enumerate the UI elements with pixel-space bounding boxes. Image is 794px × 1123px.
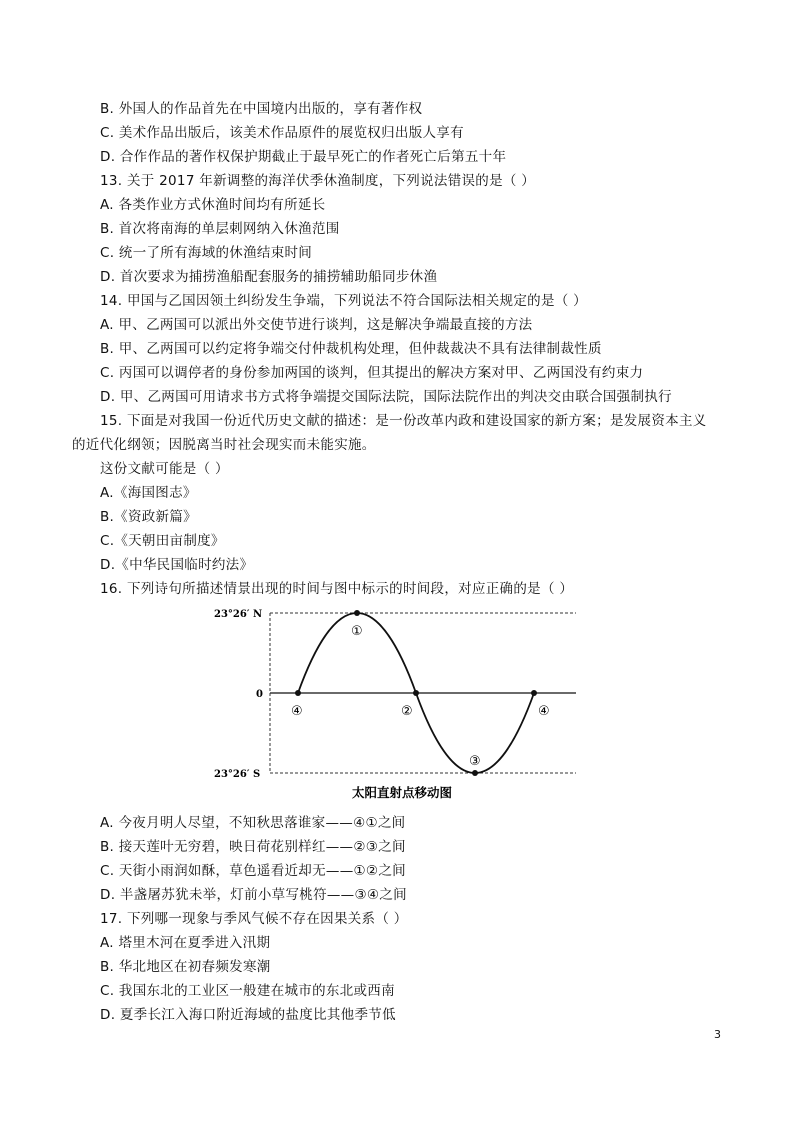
option-15b: B.《资政新篇》 (100, 509, 197, 525)
option-15d: D.《中华民国临时约法》 (100, 557, 254, 573)
option-17a: A. 塔里木河在夏季进入汛期 (100, 935, 271, 951)
sun-direct-point-diagram (212, 603, 582, 803)
question-17: 17. 下列哪一现象与季风气候不存在因果关系（ ） (100, 911, 408, 927)
question-13: 13. 关于 2017 年新调整的海洋伏季休渔制度，下列说法错误的是（ ） (100, 173, 536, 189)
question-15-prompt: 这份文献可能是（ ） (100, 461, 229, 477)
label-zero: 0 (256, 689, 263, 700)
option-17b: B. 华北地区在初春频发寒潮 (100, 959, 271, 975)
option-12c: C. 美术作品出版后，该美术作品原件的展览权归出版人享有 (100, 125, 464, 141)
marker-2: ② (401, 704, 413, 719)
option-13c: C. 统一了所有海域的休渔结束时间 (100, 245, 313, 261)
option-17d: D. 夏季长江入海口附近海域的盐度比其他季节低 (100, 1007, 396, 1023)
option-17c: C. 我国东北的工业区一般建在城市的东北或西南 (100, 983, 395, 999)
option-15a: A.《海国图志》 (100, 485, 197, 501)
option-13a: A. 各类作业方式休渔时间均有所延长 (100, 197, 326, 213)
option-13b: B. 首次将南海的单层刺网纳入休渔范围 (100, 221, 340, 237)
figure-title: 太阳直射点移动图 (352, 785, 453, 800)
option-16a: A. 今夜月明人尽望，不知秋思落谁家——④①之间 (100, 815, 406, 831)
marker-4-right: ④ (538, 704, 550, 719)
option-16b: B. 接天莲叶无穷碧，映日荷花别样红——②③之间 (100, 839, 406, 855)
option-13d: D. 首次要求为捕捞渔船配套服务的捕捞辅助船同步休渔 (100, 269, 438, 285)
question-15-cont: 的近代化纲领；因脱离当时社会现实而未能实施。 (72, 437, 376, 453)
marker-1: ① (351, 624, 363, 639)
page-number: 3 (714, 1028, 721, 1041)
label-north: 23°26′ N (214, 609, 263, 620)
marker-3: ③ (469, 754, 481, 769)
option-15c: C.《天朝田亩制度》 (100, 533, 225, 549)
point-3 (472, 770, 478, 776)
point-2 (413, 690, 419, 696)
label-south: 23°26′ S (214, 769, 261, 780)
option-16d: D. 半盏屠苏犹未举，灯前小草写桃符——③④之间 (100, 887, 407, 903)
question-15: 15. 下面是对我国一份近代历史文献的描述：是一份改革内政和建设国家的新方案；是发展资本主义 (100, 413, 707, 429)
option-16c: C. 天街小雨润如酥，草色遥看近却无——①②之间 (100, 863, 406, 879)
point-4-end (531, 690, 537, 696)
question-14: 14. 甲国与乙国因领土纠纷发生争端，下列说法不符合国际法相关规定的是（ ） (100, 293, 587, 309)
option-14c: C. 丙国可以调停者的身份参加两国的谈判，但其提出的解决方案对甲、乙两国没有约束力 (100, 365, 644, 381)
marker-4-left: ④ (291, 704, 303, 719)
option-12d: D. 合作作品的著作权保护期截止于最早死亡的作者死亡后第五十年 (100, 149, 507, 165)
option-14a: A. 甲、乙两国可以派出外交使节进行谈判，这是解决争端最直接的方法 (100, 317, 533, 333)
option-14b: B. 甲、乙两国可以约定将争端交付仲裁机构处理，但仲裁裁决不具有法律制裁性质 (100, 341, 602, 357)
option-14d: D. 甲、乙两国可用请求书方式将争端提交国际法院，国际法院作出的判决交由联合国强制执行 (100, 389, 672, 405)
point-1 (354, 610, 360, 616)
option-12b: B. 外国人的作品首先在中国境内出版的，享有著作权 (100, 101, 423, 117)
question-16: 16. 下列诗句所描述情景出现的时间与图中标示的时间段，对应正确的是（ ） (100, 581, 574, 597)
point-4-start (295, 690, 301, 696)
